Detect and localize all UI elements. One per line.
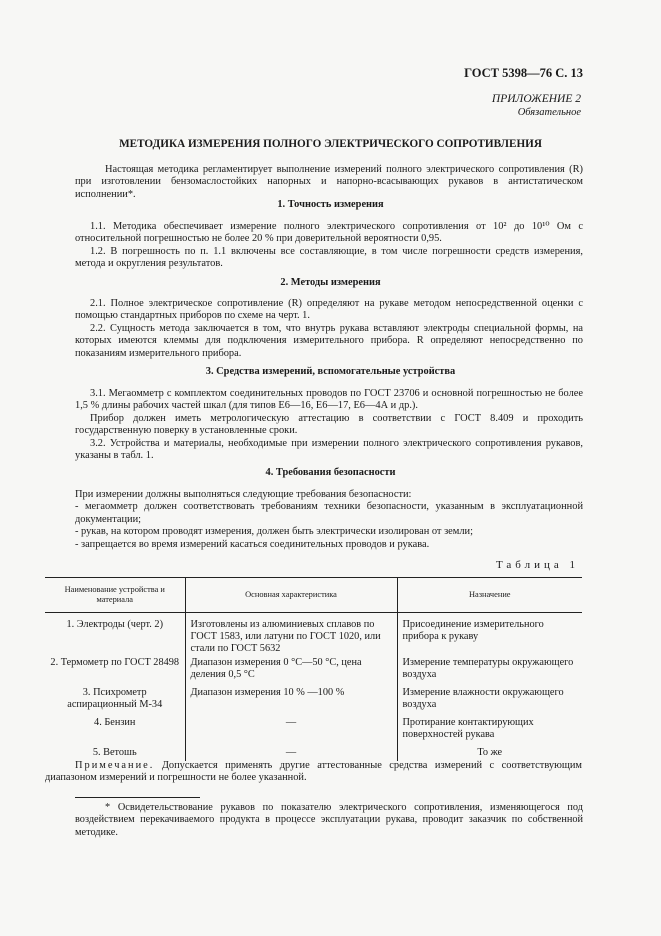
table-row [45,613,582,658]
standard-code: ГОСТ 5398—76 С. 13 [464,66,583,80]
table-note [45,760,582,785]
paragraph-3-1b: Прибор должен иметь метрологическую аттестацию в соответствии с ГОСТ 8.409 и проходить государственную поверку в установленные сроки. [75,412,583,437]
paragraph-3-1: 3.1. Мегаомметр с комплектом соединительных проводов по ГОСТ 23706 и основной погрешностью не более 1,5 % длины рабочих частей шкал (для типов Е6—16, Е6—17, Е6—4А и др.). [75,388,583,412]
table-header-cell: Наименование устройства и материала [45,578,185,613]
table-cell: Присоединение измерительного прибора к рукаву [397,613,582,658]
note-text: Допускается применять другие аттестованные средства измерений с соответствующим диапазоном измерений и погрешности не более указанной. [45,760,582,784]
section-heading-3: 3. Средства измерений, вспомогательные устройства [205,366,456,377]
paragraph-1-2: 1.2. В погрешность по п. 1.1 включены все составляющие, в том числе погрешности средств измерения, метода и округления результатов. [75,245,583,270]
table-cell: Измерение температуры окружающего воздуха [397,657,582,687]
appendix-status: Обязательное [517,107,581,118]
intro-paragraph [75,164,583,201]
table-cell: — [185,717,397,747]
paragraph-3-2: 3.2. Устройства и материалы, необходимые при измерении полного электрического сопротивления рукавов, указаны в табл. 1. [75,437,583,462]
paragraph-2-2: 2.2. Сущность метода заключается в том, что внутрь рукава вставляют электроды специальной формы, на которых имеются клеммы для подключения измерительного прибора. R определяют непосредственно по показаниям измерительного прибора. [75,322,583,359]
table-header-cell: Назначение [397,578,582,613]
section-3-body [75,388,583,462]
table-cell: 5. Ветошь [92,747,137,758]
table-row [45,717,582,747]
table-row [45,657,582,687]
paragraph-1-1: 1.1. Методика обеспечивает измерение полного электрического сопротивления от 10² до 10¹⁰ Ом с относительной погрешностью не более 20 % при доверительной вероятности 0,95. [75,221,583,245]
table-header-row [45,578,582,613]
footnote [75,802,583,839]
table-cell: 1. Электроды (черт. 2) [66,619,164,630]
table-cell: Измерение влажности окружающего воздуха [397,687,582,717]
section-2-body [75,298,583,360]
paragraph-4-item-2: - рукав, на котором проводят измерения, должен быть электрически изолирован от земли; [75,526,473,538]
table-row [45,687,582,717]
section-1-body [75,221,583,271]
table-cell: Изготовлены из алюминиевых сплавов по ГОСТ 1583, или латуни по ГОСТ 1020, или стали по ГОСТ 5632 [185,613,397,658]
paragraph-4-intro: При измерении должны выполняться следующие требования безопасности: [75,489,412,500]
table-cell: Диапазон измерения 10 % —100 % [185,687,397,717]
paragraph-4-item-1: - мегаомметр должен соответствовать требованиям техники безопасности, указанным в эксплуатационной документации; [75,501,583,525]
appendix-label: ПРИЛОЖЕНИЕ 2 [491,93,581,105]
table-row [45,747,582,761]
section-4-body [75,489,583,551]
footnote-text: * Освидетельствование рукавов по показателю электрического сопротивления, изменяющегося под воздействием перекачиваемого продукта в процессе эксплуатации рукава, проводит заказчик по собственной методике. [75,802,583,838]
intro-text: Настоящая методика регламентирует выполнение измерений полного электрического сопротивления (R) при изготовлении бензомаслостойких напорных и напорно-всасывающих рукавов в антистатическом исполнении*. [75,164,583,200]
section-heading-1: 1. Точность измерения [277,199,384,210]
page-title: МЕТОДИКА ИЗМЕРЕНИЯ ПОЛНОГО ЭЛЕКТРИЧЕСКОГО СОПРОТИВЛЕНИЯ [119,138,542,150]
table-cell: Диапазон измерения 0 °С—50 °С, цена деления 0,5 °С [185,657,397,687]
table-cell: — [185,747,397,761]
table-cell: 3. Психрометр аспирационный М-34 [67,687,163,710]
table-cell: 4. Бензин [94,717,136,728]
paragraph-2-1: 2.1. Полное электрическое сопротивление (R) определяют на рукаве методом непосредственной оценки с помощью стандартных приборов по схеме на черт. 1. [75,298,583,322]
table-cell: Протирание контактирующих поверхностей рукава [397,717,582,747]
equipment-table [45,577,582,761]
appendix-label-block [492,93,581,119]
section-heading-2: 2. Методы измерения [280,277,381,288]
table-cell: То же [397,747,582,761]
note-label: Примечание. [75,760,155,771]
section-heading-4: 4. Требования безопасности [265,467,396,478]
table-caption: Таблица 1 [495,559,579,571]
table-header-cell: Основная характеристика [185,578,397,613]
footnote-divider [75,797,200,798]
paragraph-4-item-3: - запрещается во время измерений касаться соединительных проводов и рукава. [75,538,430,550]
table-cell: 2. Термометр по ГОСТ 28498 [50,657,180,668]
